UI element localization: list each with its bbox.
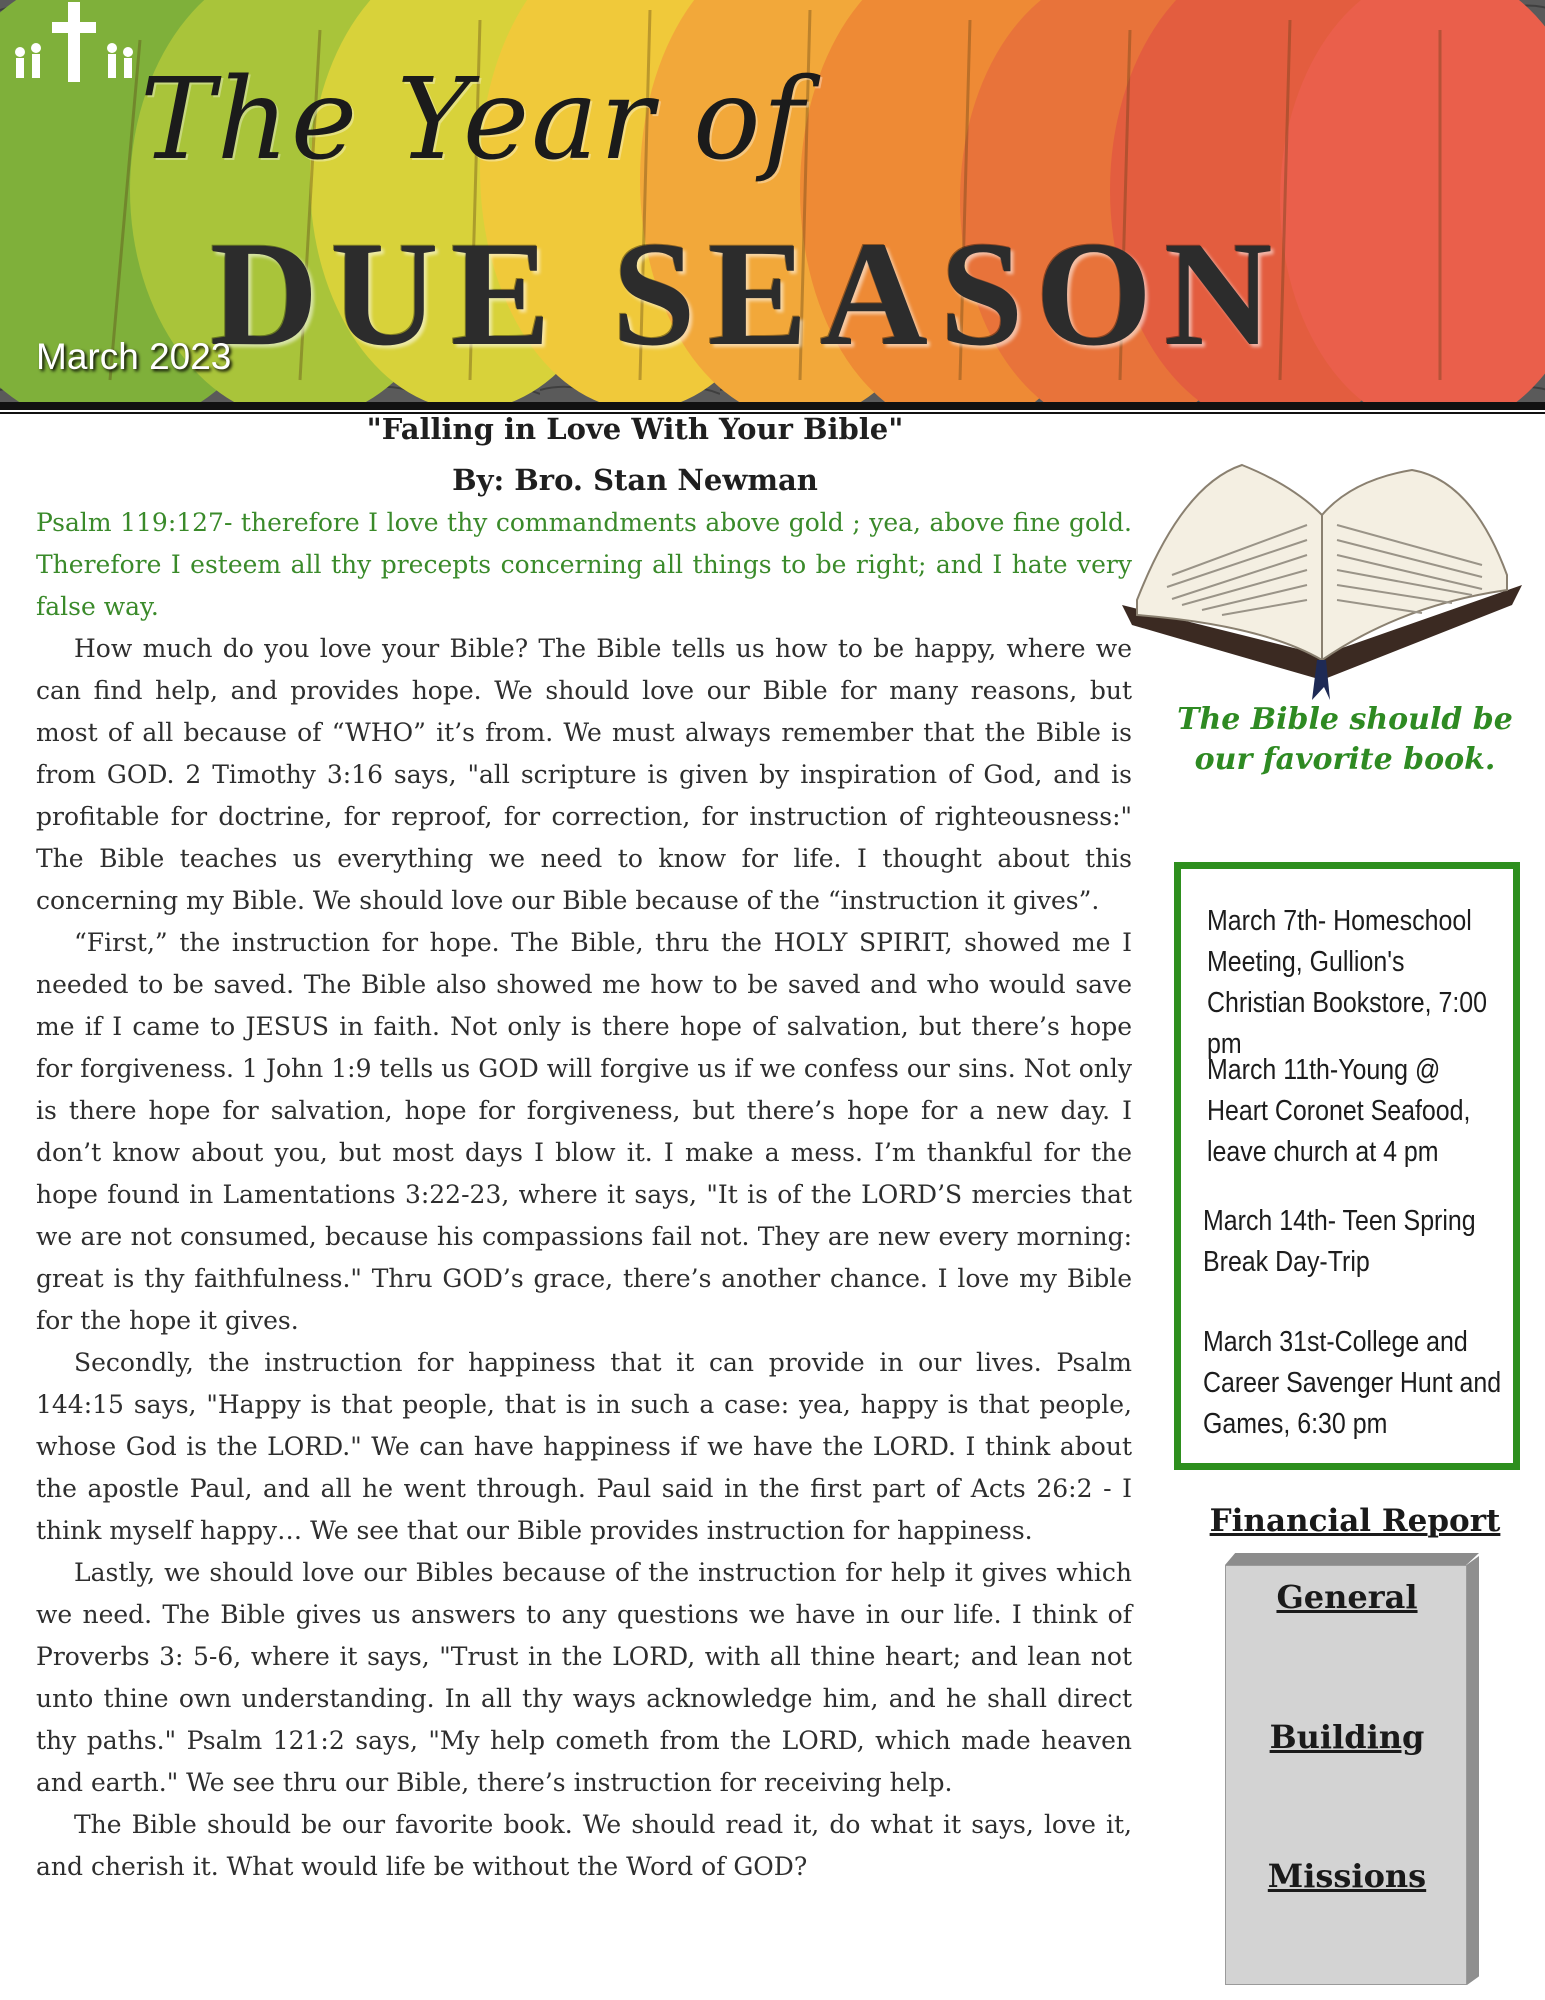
banner-rule (0, 402, 1545, 410)
article-title: "Falling in Love With Your Bible" (366, 412, 904, 446)
financial-box-face (1225, 1565, 1467, 1985)
bible-caption-line: our favorite book. (1194, 742, 1496, 777)
events-box (1174, 862, 1520, 1470)
article-paragraph: The Bible should be our favorite book. We should read it, do what it says, love it, and cherish it. What would life be without the Word of GOD? (36, 1810, 1132, 1881)
cross-church-logo-icon (0, 0, 150, 85)
financial-item-general: General (1276, 1578, 1418, 1616)
financial-report-heading: Financial Report (1209, 1503, 1501, 1539)
article-byline: By: Bro. Stan Newman (452, 463, 818, 497)
article-paragraph: “First,” the instruction for hope. The Bible, thru the HOLY SPIRIT, showed me I needed to be saved. The Bible also showed me how to be saved and who would save me if I came to JESUS in faith. Not only is there hope of salvation, but there’s hope for forgiveness. 1 John 1:9 tells us GOD will forgive us if we confess our sins. Not only is there hope for salvation, hope for forgiveness, but there’s hope for a new day. I don’t know about you, but most days I blow it. I make a mess. I’m thankful for the hope found in Lamentations 3:22-23, where it says, "It is of the LORD’S mercies that we are not consumed, because his compassions fail not. They are new every morning: great is thy faithfulness." Thru GOD’s grace, there’s another chance. I love my Bible for the hope it gives. (36, 928, 1132, 1335)
financial-report-box (1225, 1553, 1487, 1985)
article-paragraph: Lastly, we should love our Bibles because of the instruction for help it gives which we need. The Bible gives us answers to any questions we have in our life. I think of Proverbs 3: 5-6, where it says, "Trust in the LORD, with all thine heart; and lean not unto thine own understanding. In all thy ways acknowledge him, and he shall direct thy paths." Psalm 121:2 says, "My help cometh from the LORD, which made heaven and earth." We see thru our Bible, there’s instruction for receiving help. (36, 1558, 1132, 1797)
article-body (36, 502, 1132, 1888)
bible-caption-line: The Bible should be (1177, 702, 1513, 737)
financial-box-top-edge (1225, 1553, 1479, 1565)
scripture-verse: Psalm 119:127- therefore I love thy commandments above gold ; yea, above fine gold. Therefore I esteem all thy precepts concerning all things to be right; and I hate very false way. (36, 508, 1132, 621)
event-item: March 14th- Teen Spring Break Day-Trip (1203, 1205, 1476, 1278)
event-item: March 7th- Homeschool Meeting, Gullion's Christian Bookstore, 7:00 pm (1207, 905, 1488, 1060)
financial-item-building: Building (1269, 1718, 1425, 1756)
bible-caption (1175, 700, 1515, 780)
event-item: March 11th-Young @ Heart Coronet Seafood, leave church at 4 pm (1207, 1054, 1471, 1168)
financial-box-side-edge (1467, 1556, 1479, 1985)
banner-main-title: DUE SEASON (210, 211, 1285, 377)
issue-date: March 2023 (36, 336, 232, 377)
article-paragraph: Secondly, the instruction for happiness that it can provide in our lives. Psalm 144:15 says, "Happy is that people, that is in such a case: yea, happy is that people, whose God is the LORD." We can have happiness if we have the LORD. I think about the apostle Paul, and all he went through. Paul said in the first part of Acts 26:2 - I think myself happy… We see that our Bible provides instruction for happiness. (36, 1348, 1132, 1545)
banner-script-title: The Year of (140, 55, 806, 185)
header-banner (0, 0, 1545, 402)
article-paragraph: How much do you love your Bible? The Bible tells us how to be happy, where we can find help, and provides hope. We should love our Bible for many reasons, but most of all because of “WHO” it’s from. We must always remember that the Bible is from GOD. 2 Timothy 3:16 says, "all scripture is given by inspiration of God, and is profitable for doctrine, for reproof, for correction, for instruction of righteousness:" The Bible teaches us everything we need to know for life. I thought about this concerning my Bible. We should love our Bible because of the “instruction it gives”. (36, 634, 1132, 915)
financial-item-missions: Missions (1267, 1857, 1427, 1895)
event-item: March 31st-College and Career Savenger Hunt and Games, 6:30 pm (1203, 1326, 1502, 1440)
open-bible-image (1112, 455, 1532, 705)
